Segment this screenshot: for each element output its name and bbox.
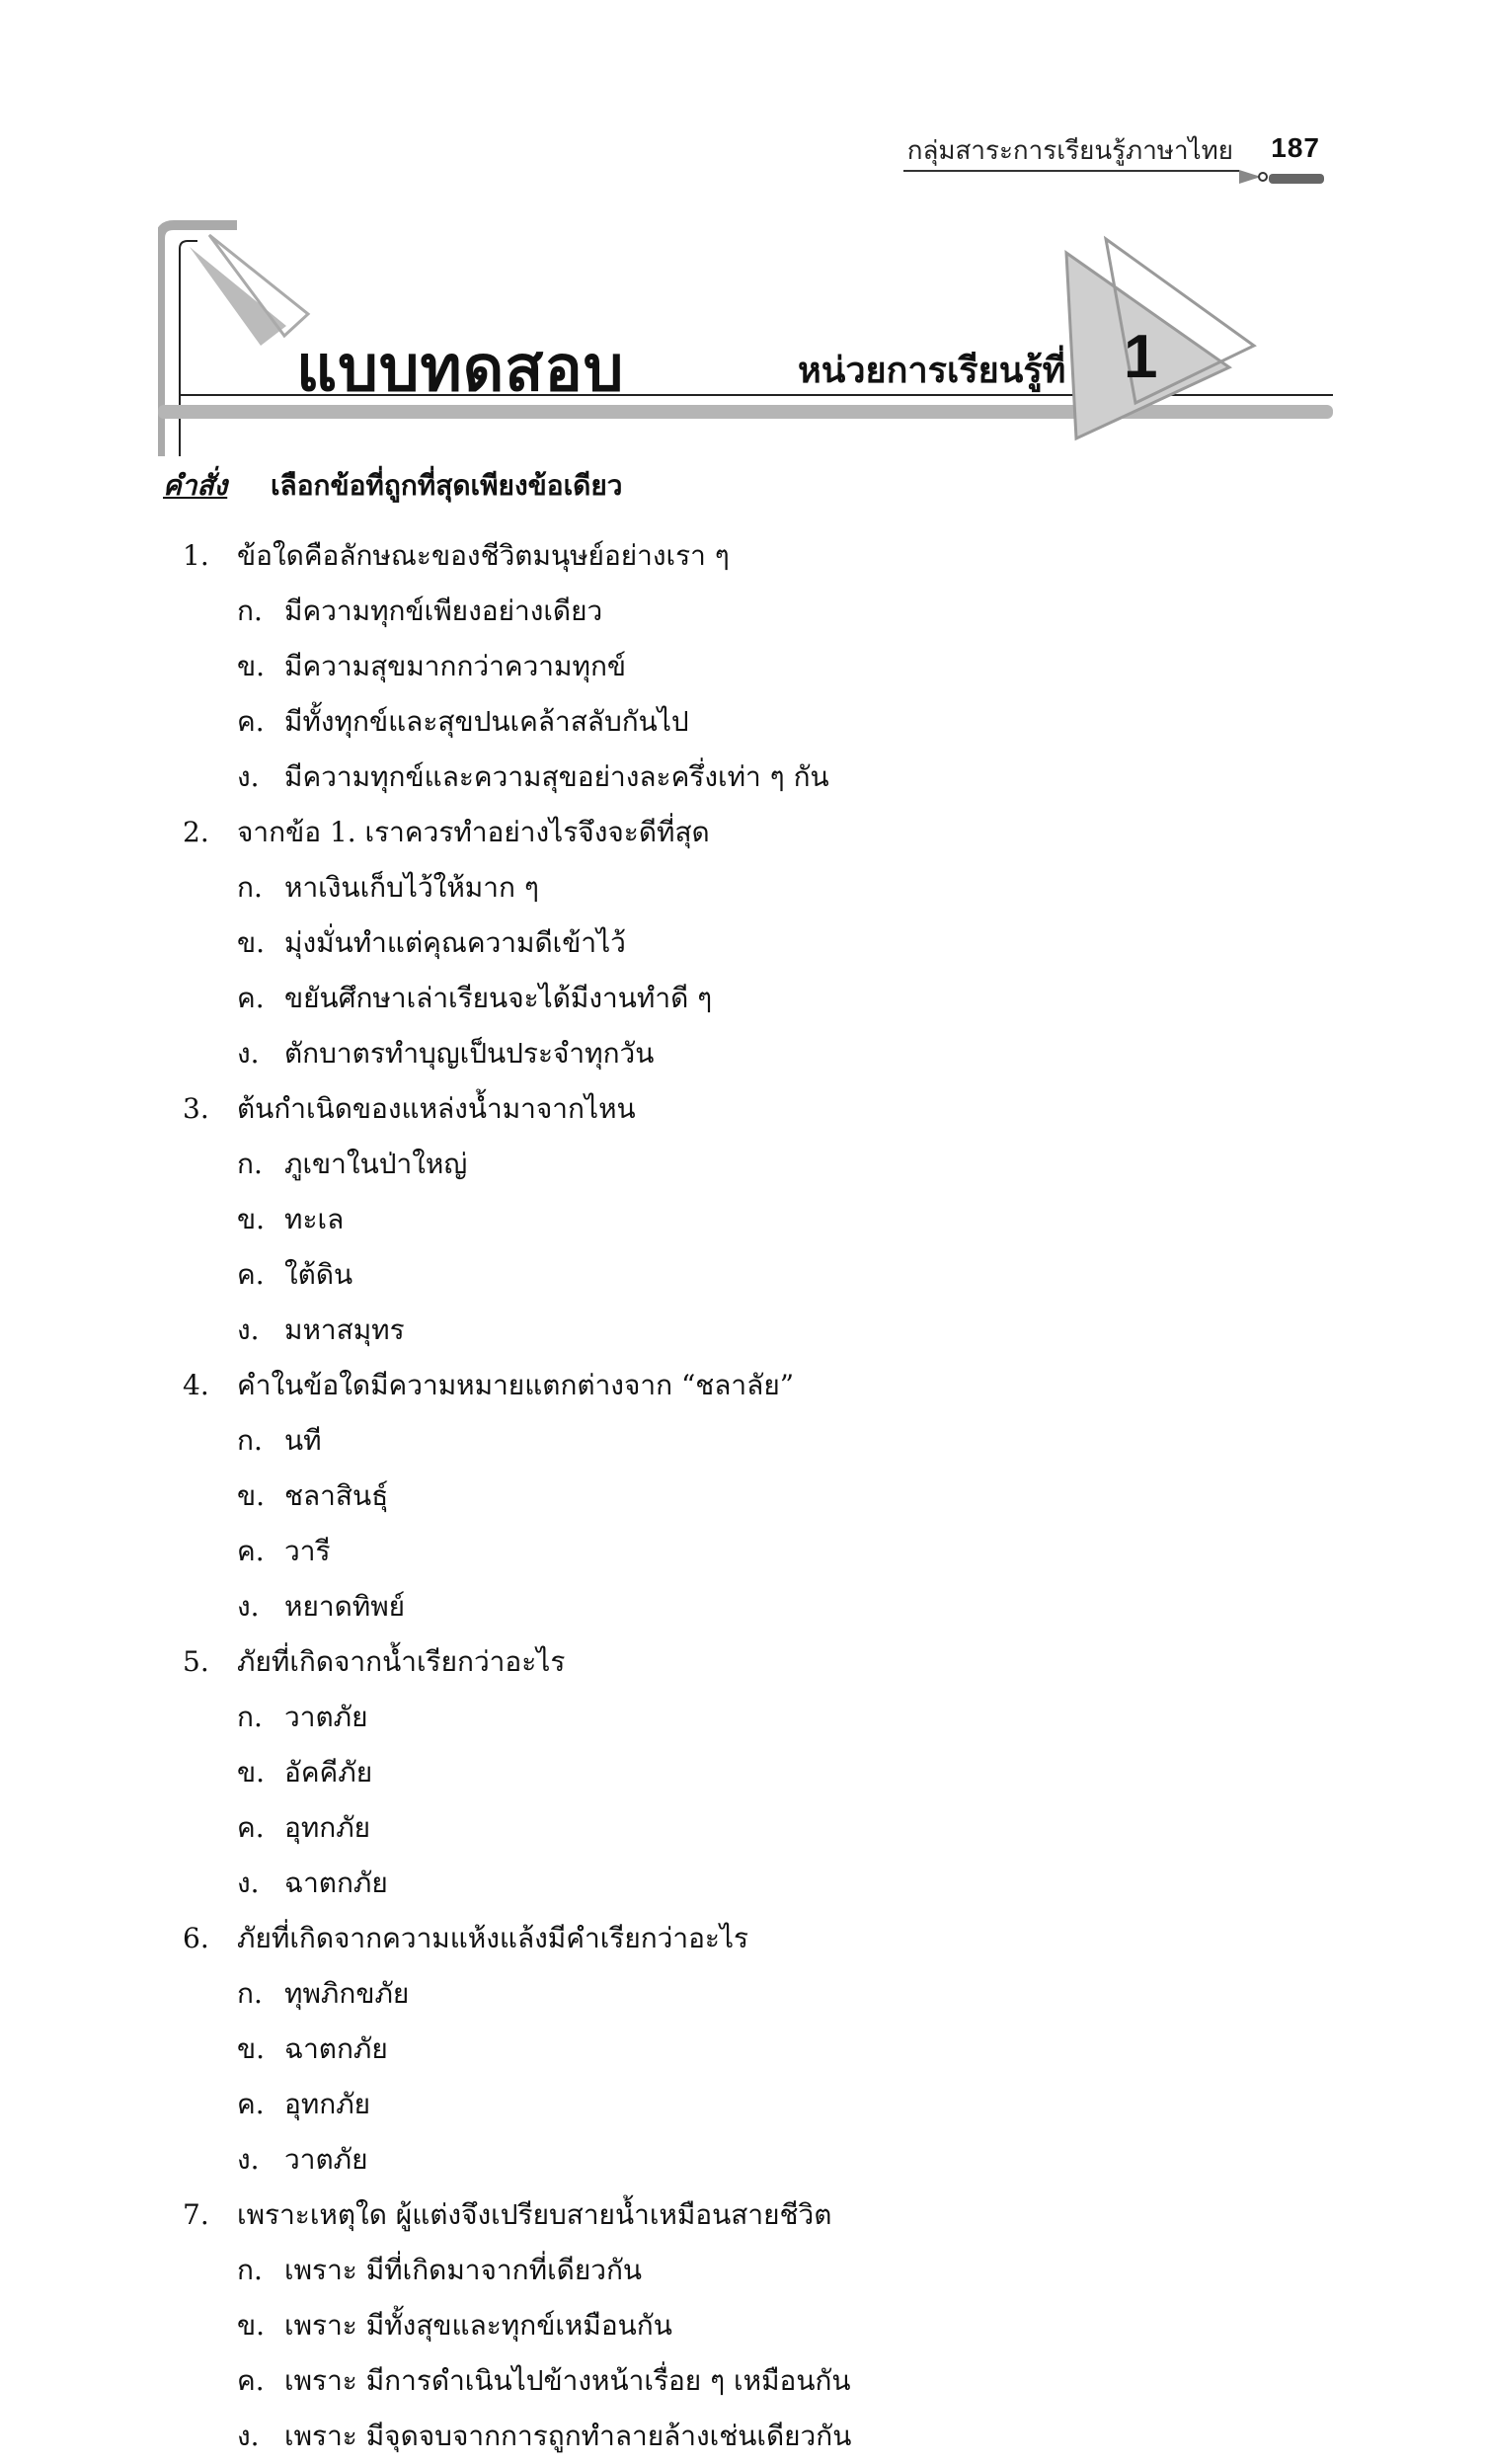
choice-text: ตักบาตรทำบุญเป็นประจำทุกวัน — [284, 1037, 655, 1070]
choice-key: ก. — [237, 1977, 263, 2010]
choice-key: ข. — [237, 926, 266, 959]
choice-list — [183, 1966, 1318, 2187]
answer-choice — [237, 750, 1318, 805]
answer-choice — [237, 1745, 790, 1800]
choice-text: นที — [284, 1424, 322, 1457]
answer-choice — [237, 1247, 790, 1303]
question-number: 3. — [183, 1092, 209, 1125]
answer-choice — [237, 2409, 1318, 2464]
question-list — [183, 528, 1318, 2464]
answer-choice — [237, 915, 790, 971]
question-number: 5. — [183, 1645, 209, 1678]
choice-key: ง. — [237, 1313, 260, 1346]
answer-choice — [237, 1524, 790, 1579]
choice-text: ทุพภิกขภัย — [284, 1977, 410, 2010]
question-stem — [183, 2187, 1318, 2243]
page-number: 187 — [1271, 132, 1320, 163]
choice-key: ข. — [237, 1479, 266, 1512]
choice-key: ค. — [237, 982, 265, 1014]
choice-text: มีความสุขมากกว่าความทุกข์ — [284, 650, 627, 682]
choice-text: วาตภัย — [284, 1701, 368, 1733]
question-item — [183, 805, 1318, 1081]
choice-key: ก. — [237, 1148, 263, 1180]
answer-choice — [237, 860, 790, 915]
question-number: 2. — [183, 816, 209, 848]
question-item — [183, 2187, 1318, 2464]
choice-key: ค. — [237, 705, 265, 738]
question-item — [183, 1634, 1318, 1911]
question-stem — [183, 528, 1318, 584]
question-text: คำในข้อใดมีความหมายแตกต่างจาก “ชลาลัย” — [237, 1369, 795, 1401]
choice-list — [183, 1137, 1318, 1358]
choice-key: ก. — [237, 595, 263, 627]
answer-choice — [237, 1413, 790, 1469]
answer-choice — [237, 2132, 790, 2187]
choice-key: ง. — [237, 2420, 260, 2452]
choice-text: ฉาตกภัย — [284, 2032, 388, 2065]
choice-key: ก. — [237, 1701, 263, 1733]
unit-number: 1 — [1124, 323, 1158, 391]
choice-key: ก. — [237, 2254, 263, 2286]
instruction-label: คำสั่ง — [163, 469, 228, 502]
question-stem — [183, 1081, 1318, 1137]
instruction-text: เลือกข้อที่ถูกที่สุดเพียงข้อเดียว — [270, 469, 623, 502]
choice-list — [183, 1690, 1318, 1911]
choice-text: เพราะ มีที่เกิดมาจากที่เดียวกัน — [284, 2254, 643, 2286]
instruction — [163, 464, 622, 508]
header-rule — [903, 170, 1239, 172]
choice-key: ข. — [237, 1756, 266, 1788]
answer-choice — [237, 2243, 1318, 2298]
choice-list — [183, 860, 1318, 1081]
answer-choice — [237, 1690, 790, 1745]
choice-key: ง. — [237, 760, 260, 793]
question-stem — [183, 1358, 1318, 1413]
answer-choice — [237, 1469, 790, 1524]
running-header — [894, 126, 1328, 186]
choice-key: ข. — [237, 1203, 266, 1235]
answer-choice — [237, 694, 1318, 750]
answer-choice — [237, 1579, 790, 1634]
question-stem — [183, 1911, 1318, 1966]
answer-choice — [237, 1856, 790, 1911]
choice-text: ทะเล — [284, 1203, 345, 1235]
answer-choice — [237, 1303, 790, 1358]
question-text: ภัยที่เกิดจากความแห้งแล้งมีคำเรียกว่าอะไร — [237, 1922, 749, 1954]
question-number: 1. — [183, 539, 209, 572]
question-item — [183, 1081, 1318, 1358]
choice-key: ข. — [237, 2309, 266, 2342]
unit-label: หน่วยการเรียนรู้ที่ — [798, 351, 1066, 391]
pen-icon — [1239, 170, 1328, 190]
choice-key: ง. — [237, 1037, 260, 1070]
choice-list — [183, 2243, 1318, 2464]
question-text: ภัยที่เกิดจากน้ำเรียกว่าอะไร — [237, 1645, 566, 1678]
choice-key: ง. — [237, 1590, 260, 1623]
choice-text: ใต้ดิน — [284, 1258, 353, 1291]
choice-text: ขยันศึกษาเล่าเรียนจะได้มีงานทำดี ๆ — [284, 982, 713, 1014]
question-text: ต้นกำเนิดของแหล่งน้ำมาจากไหน — [237, 1092, 636, 1125]
answer-choice — [237, 1137, 790, 1192]
choice-text: ฉาตกภัย — [284, 1867, 388, 1899]
answer-choice — [237, 584, 1318, 639]
question-text: เพราะเหตุใด ผู้แต่งจึงเปรียบสายน้ำเหมือนสายชีวิต — [237, 2198, 832, 2231]
question-item — [183, 1911, 1318, 2187]
test-title: แบบทดสอบ — [296, 333, 625, 406]
choice-text: มีทั้งทุกข์และสุขปนเคล้าสลับกันไป — [284, 705, 689, 738]
choice-text: หยาดทิพย์ — [284, 1590, 406, 1623]
choice-text: เพราะ มีการดำเนินไปข้างหน้าเรื่อย ๆ เหมือนกัน — [284, 2364, 851, 2397]
choice-text: มีความทุกข์และความสุขอย่างละครึ่งเท่า ๆ กัน — [284, 760, 829, 793]
question-text: จากข้อ 1. เราควรทำอย่างไรจึงจะดีที่สุด — [237, 816, 710, 848]
choice-text: เพราะ มีจุดจบจากการถูกทำลายล้างเช่นเดียวกัน — [284, 2420, 852, 2452]
choice-key: ก. — [237, 1424, 263, 1457]
choice-key: ค. — [237, 1811, 265, 1844]
answer-choice — [237, 2077, 790, 2132]
choice-list — [183, 584, 1318, 805]
question-stem — [183, 805, 1318, 860]
choice-list — [183, 1413, 1318, 1634]
answer-choice — [237, 1026, 790, 1081]
choice-key: ง. — [237, 2143, 260, 2176]
question-text: ข้อใดคือลักษณะของชีวิตมนุษย์อย่างเรา ๆ — [237, 539, 730, 572]
unit-banner — [158, 219, 1333, 456]
question-item — [183, 1358, 1318, 1634]
choice-key: ค. — [237, 1258, 265, 1291]
choice-text: มหาสมุทร — [284, 1313, 405, 1346]
choice-text: ชลาสินธุ์ — [284, 1479, 389, 1512]
choice-text: วารี — [284, 1535, 331, 1567]
choice-key: ค. — [237, 2364, 265, 2397]
choice-key: ค. — [237, 1535, 265, 1567]
question-item — [183, 528, 1318, 805]
answer-choice — [237, 1966, 790, 2022]
choice-text: ภูเขาในป่าใหญ่ — [284, 1148, 468, 1180]
corner-triangle-icon — [190, 247, 286, 346]
choice-key: ข. — [237, 2032, 266, 2065]
choice-text: หาเงินเก็บไว้ให้มาก ๆ — [284, 871, 539, 904]
choice-text: อุทกภัย — [284, 1811, 371, 1844]
answer-choice — [237, 1800, 790, 1856]
choice-key: ก. — [237, 871, 263, 904]
choice-key: ข. — [237, 650, 266, 682]
question-number: 7. — [183, 2198, 209, 2231]
choice-key: ง. — [237, 1867, 260, 1899]
answer-choice — [237, 2298, 1318, 2353]
question-number: 6. — [183, 1922, 209, 1954]
question-number: 4. — [183, 1369, 209, 1401]
answer-choice — [237, 2353, 1318, 2409]
choice-text: มีความทุกข์เพียงอย่างเดียว — [284, 595, 603, 627]
choice-text: มุ่งมั่นทำแต่คุณความดีเข้าไว้ — [284, 926, 626, 959]
answer-choice — [237, 1192, 790, 1247]
choice-text: อุทกภัย — [284, 2088, 371, 2120]
answer-choice — [237, 639, 1318, 694]
question-stem — [183, 1634, 1318, 1690]
answer-choice — [237, 971, 790, 1026]
choice-text: เพราะ มีทั้งสุขและทุกข์เหมือนกัน — [284, 2309, 672, 2342]
choice-key: ค. — [237, 2088, 265, 2120]
subject-title: กลุ่มสาระการเรียนรู้ภาษาไทย — [906, 136, 1233, 166]
choice-text: อัคคีภัย — [284, 1756, 373, 1788]
choice-text: วาตภัย — [284, 2143, 368, 2176]
